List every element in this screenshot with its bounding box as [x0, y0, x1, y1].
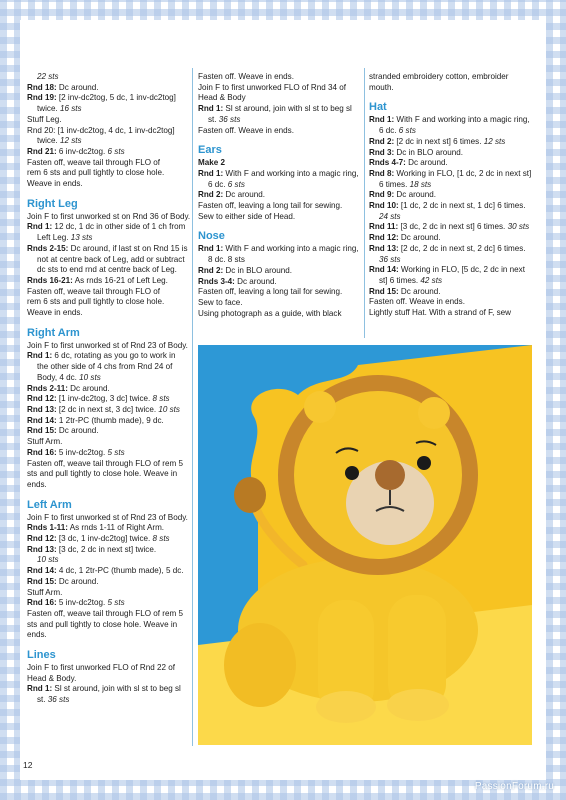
pattern-line [198, 180, 362, 191]
stitch-count: 8 sts [152, 394, 170, 404]
round-label: Rnds 2-11: [27, 383, 68, 393]
instruction-text: ends. [27, 630, 47, 640]
instruction-text: Dc around. [398, 233, 441, 243]
column-divider [192, 68, 193, 746]
instruction-text: 12 dc, 1 dc in other side of 1 ch from [52, 222, 186, 232]
pattern-line [369, 212, 533, 223]
instruction-text: Fasten off. Weave in ends. [198, 72, 294, 81]
pattern-line [27, 72, 187, 83]
instruction-text: Using photograph as a guide, with black [198, 308, 342, 318]
round-label: Rnd 8: [369, 168, 395, 178]
pattern-line [27, 663, 187, 674]
pattern-line [27, 244, 187, 255]
pattern-line [27, 523, 187, 534]
section-heading: Right Arm [27, 326, 80, 339]
instruction-text: Dc around. [398, 286, 441, 296]
instruction-text: 5 inv-dc2tog. [56, 447, 108, 457]
lion-toy-photo [198, 345, 532, 745]
stitch-count: 10 sts [79, 372, 101, 382]
round-label: Rnds 16-21: [27, 275, 73, 285]
round-label: Rnds 4-7: [369, 158, 406, 168]
pattern-line [27, 609, 187, 620]
round-label: Rnd 21: [27, 146, 57, 156]
pattern-line [27, 158, 187, 169]
pattern-line [198, 104, 362, 115]
pattern-line [27, 276, 187, 287]
round-label: Rnds 2-15: [27, 243, 69, 253]
round-label: Rnd 14: [27, 566, 57, 576]
pattern-line [198, 72, 362, 83]
instruction-text: Join F to first unworked FLO of Rnd 22 of [27, 663, 176, 673]
instruction-text: 5 inv-dc2tog. [56, 598, 108, 608]
instruction-text: Dc around. [67, 383, 110, 393]
round-label: Make 2 [198, 158, 225, 168]
round-label: Rnd 15: [369, 286, 399, 296]
round-label: Rnd 1: [198, 244, 224, 254]
pattern-line [27, 534, 187, 545]
column-divider [364, 68, 365, 338]
pattern-line [198, 190, 362, 201]
round-label: Rnd 16: [27, 447, 57, 457]
pattern-line [369, 201, 533, 212]
instruction-text: sts and pull tightly to close hole. Weave in [27, 619, 178, 629]
pattern-line [369, 308, 533, 319]
round-label: Rnd 19: [27, 93, 57, 103]
instruction-text: Dc around. [405, 158, 448, 168]
round-label: Rnd 10: [369, 201, 399, 211]
round-label: Rnd 1: [27, 351, 53, 361]
round-label: Rnd 2: [198, 190, 224, 200]
instruction-text: Working in FLO, [1 dc, 2 dc in next st] [394, 168, 532, 178]
instruction-text: Weave in ends. [27, 308, 83, 318]
pattern-line [198, 287, 362, 298]
round-label: Rnd 1: [198, 168, 224, 178]
pattern-line [198, 201, 362, 212]
pattern-line [27, 115, 187, 126]
instruction-text: [1 dc, 2 dc in next st, 1 dc] 6 times. [398, 201, 526, 211]
instruction-text: ends. [27, 479, 47, 489]
round-label: Rnd 9: [369, 190, 395, 200]
lion-eye-left [345, 466, 359, 480]
instruction-text: Fasten off, weave tail through FLO of [27, 157, 161, 167]
round-label: Rnd 14: [369, 265, 399, 275]
instruction-text: 6 dc. [379, 126, 399, 136]
instruction-text: 1 2tr-PC (thumb made), 9 dc. [56, 415, 164, 425]
round-label: Rnd 12: [369, 233, 399, 243]
instruction-text: [3 dc, 2 dc in next st] twice. [56, 544, 157, 554]
lion-amigurumi-image [198, 345, 532, 745]
pattern-line [198, 266, 362, 277]
pattern-line [369, 222, 533, 233]
lion-ear-left [304, 391, 336, 423]
instruction-text: dc sts to end rnd at centre back of Leg. [37, 265, 177, 275]
pattern-line [198, 93, 362, 104]
instruction-text: [2 inv-dc2tog, 5 dc, 1 inv-dc2tog] [56, 93, 176, 103]
pattern-line [27, 104, 187, 115]
front-paw-left [316, 691, 376, 723]
instruction-text: Dc around. [223, 190, 266, 200]
round-label: Rnd 12: [27, 534, 57, 544]
pattern-line [369, 137, 533, 148]
pattern-line [27, 233, 187, 244]
pattern-line [27, 620, 187, 631]
instruction-text: As rnds 1-11 of Right Arm. [67, 523, 165, 533]
pattern-line [369, 190, 533, 201]
pattern-line [198, 83, 362, 94]
stitch-count: 10 sts [37, 555, 59, 565]
instruction-text: Dc around. [56, 82, 99, 92]
pattern-line [27, 405, 187, 416]
watermark: PassionForum.ru [474, 781, 554, 792]
instruction-text: With F and working into a magic ring, [223, 168, 359, 178]
stitch-count: 16 sts [59, 104, 82, 114]
stitch-count: 24 sts [379, 211, 401, 221]
instruction-text: With F and working into a magic ring, [394, 115, 530, 125]
pattern-line [198, 158, 362, 169]
instruction-text: Dc in BLO around. [394, 147, 464, 157]
instruction-text: Left Leg. [37, 233, 71, 243]
pattern-line [198, 298, 362, 309]
round-label: Rnds 3-4: [198, 276, 235, 286]
instruction-text: Sew to either side of Head. [198, 211, 296, 221]
round-label: Rnd 13: [27, 544, 57, 554]
pattern-line [27, 684, 187, 695]
round-label: Rnd 2: [198, 265, 224, 275]
round-label: Rnd 16: [27, 598, 57, 608]
instruction-text: Dc around. [56, 576, 99, 586]
pattern-line [27, 674, 187, 685]
instruction-text: Body, 4 dc. [37, 372, 80, 382]
section-heading: Nose [198, 230, 225, 243]
instruction-text: twice. [37, 136, 60, 146]
instruction-text: Fasten off, weave tail through FLO of rem 5 [27, 458, 183, 468]
pattern-line [27, 351, 187, 362]
round-label: Rnd 12: [27, 394, 57, 404]
pattern-line [27, 179, 187, 190]
instruction-text: 6 times. [379, 179, 410, 189]
stitch-count: 13 sts [70, 233, 93, 243]
instruction-text: Rnd 20: [1 inv-dc2tog, 4 dc, 1 inv-dc2tog] [27, 125, 175, 135]
instruction-text: mouth. [369, 82, 394, 92]
instruction-text: Dc around. [394, 190, 437, 200]
pattern-line [198, 244, 362, 255]
section-heading: Right Leg [27, 197, 78, 210]
round-label: Rnd 11: [369, 222, 399, 232]
pattern-column-left [27, 72, 191, 706]
stitch-count: 12 sts [59, 136, 82, 146]
stitch-count: 30 sts [507, 222, 530, 232]
pattern-line [27, 83, 187, 94]
pattern-line [369, 126, 533, 137]
pattern-line [198, 309, 362, 320]
stitch-count: 36 sts [379, 254, 401, 264]
page-number: 12 [23, 760, 33, 770]
stitch-count: 12 sts [483, 136, 506, 146]
pattern-line [27, 426, 187, 437]
round-label: Rnd 14: [27, 415, 57, 425]
instruction-text: Join F to first unworked st of Rnd 23 of Body. [27, 512, 188, 522]
instruction-text: Join F to first unworked FLO of Rnd 34 of [198, 82, 347, 92]
instruction-text: Join F to first unworked st of Rnd 23 of Body. [27, 340, 188, 350]
pattern-line [198, 126, 362, 137]
stitch-count: 36 sts [218, 114, 241, 124]
pattern-line [27, 394, 187, 405]
pattern-line [27, 384, 187, 395]
instruction-text: Sew to face. [198, 297, 243, 307]
tail-tuft [234, 477, 266, 513]
instruction-text: Head & Body [198, 93, 246, 103]
instruction-text: Stuff Arm. [27, 587, 63, 597]
pattern-line [369, 169, 533, 180]
instruction-text: [2 dc in next st] 6 times. [394, 136, 484, 146]
stitch-count: 18 sts [409, 179, 432, 189]
instruction-text: 6 dc. [208, 179, 228, 189]
pattern-line [198, 115, 362, 126]
stitch-count: 5 sts [107, 598, 125, 608]
instruction-text: rem 6 sts and pull tightly to close hole. [27, 297, 165, 307]
lion-eye-right [417, 456, 431, 470]
front-paw-right [387, 689, 449, 721]
instruction-text: Join F to first unworked st on Rnd 36 of Body. [27, 211, 191, 221]
instruction-text: Fasten off, weave tail through FLO of [27, 286, 161, 296]
round-label: Rnd 1: [27, 222, 53, 232]
section-heading: Lines [27, 649, 56, 662]
pattern-line [27, 598, 187, 609]
round-label: Rnd 1: [369, 115, 395, 125]
instruction-text: Dc around. [56, 426, 99, 436]
instruction-text: [2 dc in next st, 3 dc] twice. [56, 404, 159, 414]
instruction-text: [3 dc, 2 dc in next st] 6 times. [398, 222, 508, 232]
pattern-line [27, 168, 187, 179]
pattern-line [27, 308, 187, 319]
pattern-line [27, 448, 187, 459]
instruction-text: Head & Body. [27, 673, 77, 683]
instruction-text: Dc around. [234, 276, 277, 286]
pattern-line [27, 287, 187, 298]
pattern-line [27, 297, 187, 308]
instruction-text: st. [208, 114, 219, 124]
instruction-text: Fasten off, weave tail through FLO of rem 5 [27, 608, 183, 618]
pattern-line [198, 255, 362, 266]
pattern-line [369, 180, 533, 191]
pattern-line [369, 233, 533, 244]
pattern-line [369, 115, 533, 126]
instruction-text: st] 6 times. [379, 275, 421, 285]
instruction-text: Sl st around, join with sl st to beg sl [223, 104, 352, 114]
pattern-line [27, 136, 187, 147]
pattern-line [369, 148, 533, 159]
stitch-count: 6 sts [398, 126, 416, 136]
instruction-text: twice. [37, 104, 60, 114]
pattern-line [27, 480, 187, 491]
pattern-line [369, 83, 533, 94]
round-label: Rnd 15: [27, 426, 57, 436]
stitch-count: 22 sts [37, 72, 59, 81]
stitch-count: 6 sts [107, 146, 125, 156]
section-heading: Hat [369, 101, 387, 114]
pattern-line [27, 416, 187, 427]
instruction-text: Dc around, if last st on Rnd 15 is [68, 243, 188, 253]
instruction-text: Fasten off. Weave in ends. [369, 297, 465, 307]
pattern-line [27, 469, 187, 480]
stitch-count: 6 sts [227, 179, 245, 189]
pattern-line [27, 222, 187, 233]
pattern-line [27, 577, 187, 588]
instruction-text: With F and working into a magic ring, [223, 244, 359, 254]
pattern-line [369, 276, 533, 287]
section-heading: Ears [198, 144, 222, 157]
instruction-text: Stuff Leg. [27, 114, 62, 124]
round-label: Rnd 18: [27, 82, 57, 92]
instruction-text: Working in FLO, [5 dc, 2 dc in next [398, 265, 525, 275]
stitch-count: 42 sts [420, 275, 442, 285]
instruction-text: Fasten off, leaving a long tail for sewing. [198, 287, 343, 297]
instruction-text: stranded embroidery cotton, embroider [369, 72, 509, 81]
pattern-line [27, 513, 187, 524]
pattern-line [27, 265, 187, 276]
instruction-text: Fasten off. Weave in ends. [198, 125, 294, 135]
pattern-line [198, 169, 362, 180]
instruction-text: Lightly stuff Hat. With a strand of F, sew [369, 308, 511, 318]
instruction-text: Sl st around, join with sl st to beg sl [52, 684, 181, 694]
pattern-line [198, 277, 362, 288]
instruction-text: Dc in BLO around. [223, 265, 293, 275]
pattern-line [369, 297, 533, 308]
pattern-line [27, 437, 187, 448]
pattern-line [27, 373, 187, 384]
pattern-line [27, 93, 187, 104]
pattern-line [27, 555, 187, 566]
pattern-line [27, 459, 187, 470]
stitch-count: 8 sts [152, 534, 170, 544]
pattern-line [27, 566, 187, 577]
back-leg [224, 623, 296, 707]
pattern-line [27, 630, 187, 641]
pattern-line [369, 265, 533, 276]
instruction-text: Weave in ends. [27, 179, 83, 189]
pattern-column-right [369, 72, 533, 319]
instruction-text: sts and pull tightly to close hole. Weave in [27, 469, 178, 479]
instruction-text: 8 dc. 8 sts [208, 255, 245, 265]
pattern-line [27, 695, 187, 706]
pattern-line [27, 211, 191, 223]
lion-ear-right [418, 397, 450, 429]
instruction-text: [1 inv-dc2tog, 3 dc] twice. [56, 394, 153, 404]
round-label: Rnd 1: [198, 104, 224, 114]
pattern-line [27, 341, 187, 352]
round-label: Rnd 3: [369, 147, 395, 157]
pattern-line [27, 126, 187, 137]
round-label: Rnd 13: [27, 404, 57, 414]
round-label: Rnd 13: [369, 243, 399, 253]
instruction-text: st. [37, 695, 48, 705]
round-label: Rnds 1-11: [27, 523, 68, 533]
instruction-text: the other side of 4 chs from Rnd 24 of [37, 362, 173, 372]
pattern-line [27, 545, 187, 556]
lion-nose [375, 460, 405, 490]
pattern-line [369, 158, 533, 169]
instruction-text: not at centre back of Leg, add or subtract [37, 254, 185, 264]
pattern-line [369, 255, 533, 266]
stitch-count: 10 sts [158, 404, 180, 414]
pattern-column-middle [198, 72, 362, 319]
section-heading: Left Arm [27, 498, 72, 511]
instruction-text: Stuff Arm. [27, 437, 63, 447]
round-label: Rnd 15: [27, 576, 57, 586]
pattern-line [27, 255, 187, 266]
round-label: Rnd 1: [27, 684, 53, 694]
stitch-count: 5 sts [107, 447, 125, 457]
pattern-line [198, 212, 362, 223]
instruction-text: Fasten off, leaving a long tail for sewing. [198, 201, 343, 211]
instruction-text: rem 6 sts and pull tightly to close hole. [27, 168, 165, 178]
instruction-text: [2 dc, 2 dc in next st, 2 dc] 6 times. [398, 243, 526, 253]
instruction-text: [3 dc, 1 inv-dc2tog] twice. [56, 534, 153, 544]
round-label: Rnd 2: [369, 136, 395, 146]
instruction-text: As rnds 16-21 of Left Leg. [72, 275, 168, 285]
pattern-line [369, 72, 533, 83]
instruction-text: 4 dc, 1 2tr-PC (thumb made), 5 dc. [56, 566, 184, 576]
stitch-count: 36 sts [47, 695, 70, 705]
pattern-line [27, 147, 187, 158]
pattern-line [27, 588, 187, 599]
pattern-line [27, 362, 187, 373]
instruction-text: 6 inv-dc2tog. [56, 146, 108, 156]
instruction-text: 6 dc, rotating as you go to work in [52, 351, 176, 361]
pattern-line [369, 244, 533, 255]
pattern-line [369, 287, 533, 298]
